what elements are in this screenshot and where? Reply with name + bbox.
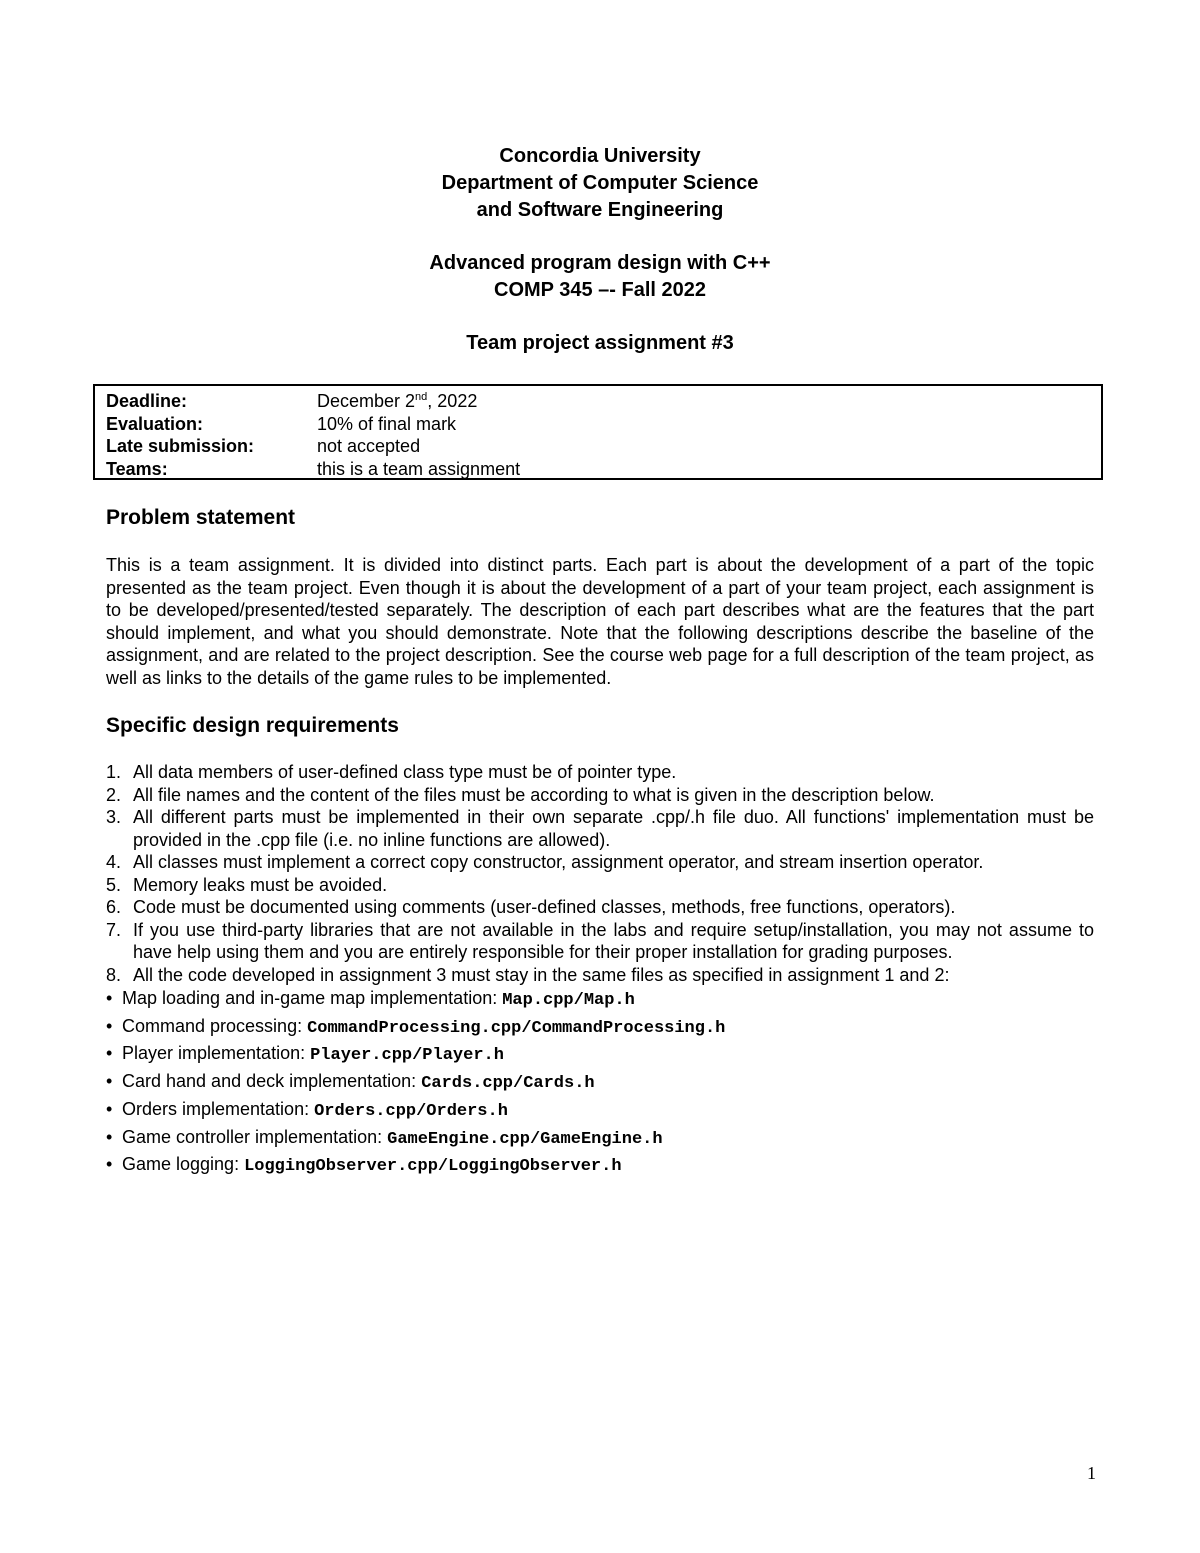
assignment-info-box xyxy=(93,384,1103,480)
problem-statement-text: This is a team assignment. It is divided into distinct parts. Each part is about the development of a part of the topic presented as the team project. Even though it is about the development of a part of your team project, each assignment is to be developed/presented/tested separately. The description of each part describes what are the features that the part should implement, and what you should demonstrate. Note that the following descriptions describe the baseline of the assignment, and are related to the project description. See the course web page for a full description of the team project, as well as links to the details of the game rules to be implemented. xyxy=(106,555,1094,688)
bullet-icon: • xyxy=(106,1154,113,1175)
bullet-icon: • xyxy=(106,1071,113,1092)
bullet-icon: • xyxy=(106,1015,113,1036)
bullet-icon: • xyxy=(106,1043,113,1064)
requirements-list xyxy=(106,761,1094,1180)
info-value: 10% of final mark xyxy=(317,413,457,434)
info-row-deadline xyxy=(106,390,1101,413)
file-item: • Map loading and in-game map implementation: Map.cpp/Map.h xyxy=(106,986,1094,1014)
bullet-icon: • xyxy=(106,1126,113,1147)
problem-statement-heading: Problem statement xyxy=(106,506,296,529)
department-line-2: and Software Engineering xyxy=(476,199,724,221)
page-number: 1 xyxy=(1087,1463,1096,1483)
list-item: 5. Memory leaks must be avoided. xyxy=(106,874,388,895)
info-row-teams xyxy=(106,458,1101,481)
list-item: 8. All the code developed in assignment 3 must stay in the same files as specified in assignment 1 and 2: xyxy=(106,964,950,985)
university-name: Concordia University xyxy=(499,145,701,167)
department-line-1: Department of Computer Science xyxy=(441,172,759,194)
info-value: this is a team assignment xyxy=(317,458,521,479)
list-item: 2. All file names and the content of the files must be according to what is given in the description below. xyxy=(106,784,935,805)
assignment-title: Team project assignment #3 xyxy=(466,332,734,354)
document-header xyxy=(106,143,1094,357)
list-item: 6. Code must be documented using comments (user-defined classes, methods, free functions, operators). xyxy=(106,897,956,917)
file-item: • Game logging: LoggingObserver.cpp/LoggingObserver.h xyxy=(106,1152,1094,1180)
info-row-late-submission xyxy=(106,435,1101,458)
course-title: Advanced program design with C++ xyxy=(429,252,771,274)
file-item: • Player implementation: Player.cpp/Player.h xyxy=(106,1041,1094,1069)
course-code: COMP 345 –- Fall 2022 xyxy=(494,279,706,301)
list-item: 7. If you use third-party libraries that are not available in the labs and require setup/installation, you may not assume to have help using them and you are entirely responsible for their proper installation for grading purposes. xyxy=(106,919,1094,962)
bullet-icon: • xyxy=(106,1098,113,1119)
bullet-icon: • xyxy=(106,988,113,1008)
info-key: Late submission: xyxy=(106,436,255,456)
list-item: 3. All different parts must be implemented in their own separate .cpp/.h file duo. All functions' implementation must be provided in the .cpp file (i.e. no inline functions are allowed). xyxy=(106,807,1094,850)
info-row-evaluation xyxy=(106,413,1101,436)
design-requirements-heading: Specific design requirements xyxy=(106,714,399,737)
info-key: Teams: xyxy=(106,458,168,479)
list-item: 4. All classes must implement a correct copy constructor, assignment operator, and stream insertion operator. xyxy=(106,852,984,872)
info-value: not accepted xyxy=(317,436,421,456)
info-value: December 2nd, 2022 xyxy=(317,391,478,411)
info-key: Deadline: xyxy=(106,391,188,411)
file-item: • Command processing: CommandProcessing.cpp/CommandProcessing.h xyxy=(106,1014,1094,1042)
info-key: Evaluation: xyxy=(106,413,204,434)
file-item: • Orders implementation: Orders.cpp/Orders.h xyxy=(106,1097,1094,1125)
file-list xyxy=(106,986,1094,1180)
file-item: • Card hand and deck implementation: Cards.cpp/Cards.h xyxy=(106,1069,1094,1097)
file-item: • Game controller implementation: GameEngine.cpp/GameEngine.h xyxy=(106,1125,1094,1153)
list-item: 1. All data members of user-defined class type must be of pointer type. xyxy=(106,762,677,782)
